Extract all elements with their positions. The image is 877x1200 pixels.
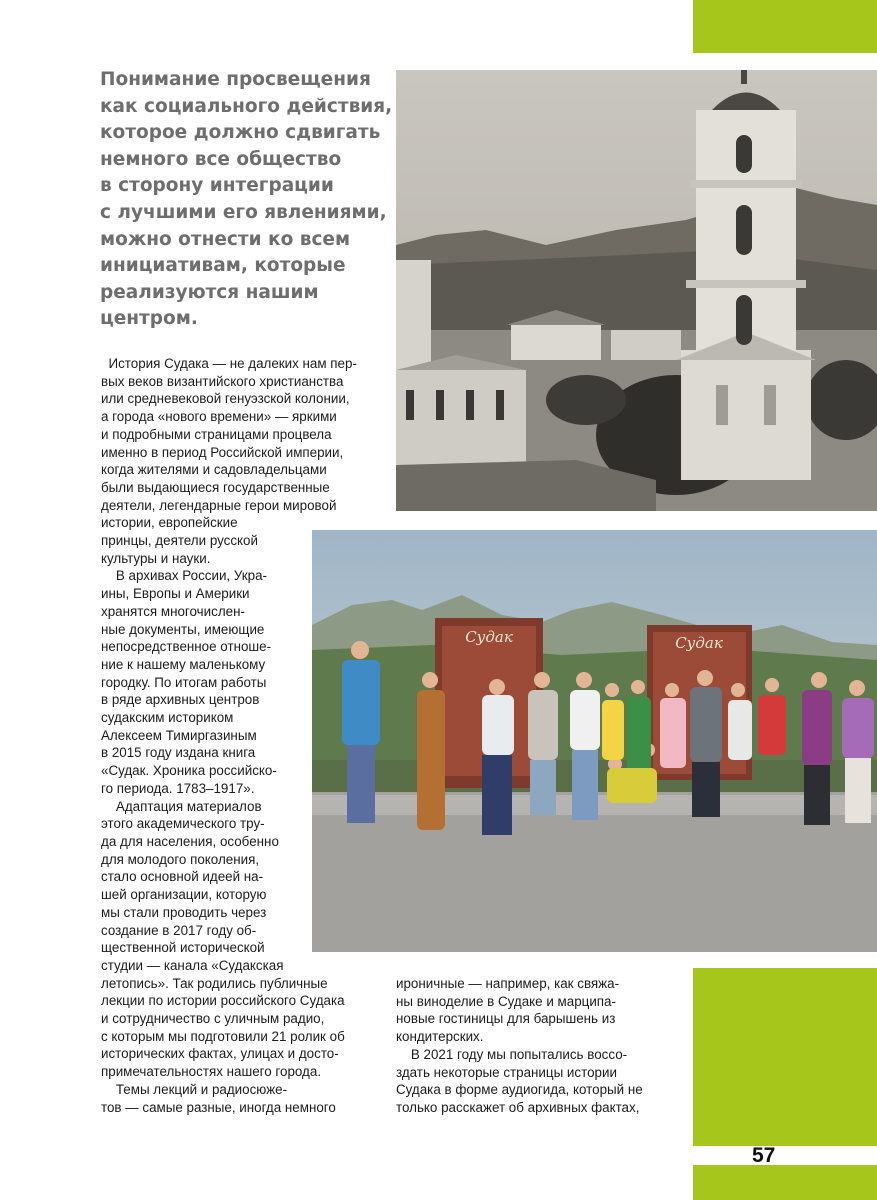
text-line: были выдающиеся государственные	[101, 479, 330, 495]
text-line: исторических фактах, улицах и досто-	[101, 1046, 339, 1062]
text-line: мы стали проводить через	[101, 904, 267, 920]
text-line: городку. По итогам работы	[101, 674, 267, 690]
text-line: ны виноделие в Судаке и марципа-	[396, 993, 616, 1009]
pull-quote-line: центром.	[100, 308, 198, 330]
text-line: непосредственное отноше-	[101, 639, 272, 655]
text-line: вых веков византийского христианства	[101, 373, 344, 389]
text-line: В 2021 году мы попытались воссо-	[396, 1046, 628, 1062]
text-line: хранятся многочислен-	[101, 603, 245, 619]
text-line: принцы, деятели русской	[101, 533, 258, 549]
text-line: культуры и науки.	[101, 550, 211, 566]
text-line: стало основной идеей на-	[101, 869, 264, 885]
banner-right-title: Судак	[675, 634, 723, 652]
text-line: или средневековой генуэзской колонии,	[101, 391, 350, 407]
bottom-green-strip	[693, 1165, 877, 1200]
text-line: судакским историком	[101, 710, 234, 726]
pull-quote-line: инициативам, которые	[100, 255, 346, 277]
text-line: когда жителями и садовладельцами	[101, 462, 327, 478]
text-line: деятели, легендарные герои мировой	[101, 497, 337, 513]
text-line: ние к нашему маленькому	[101, 656, 266, 672]
text-line: и сотрудничество с уличным радио,	[101, 1011, 325, 1027]
text-line: ные документы, имеющие	[101, 621, 265, 637]
text-line: шей организации, которую	[101, 887, 267, 903]
text-line: ироничные — например, как свяжа-	[396, 976, 620, 991]
text-line: Судака в форме аудиогида, который не	[396, 1082, 643, 1098]
text-line: студии — канала «Судакская	[101, 957, 284, 973]
text-line: этого академического тру-	[101, 816, 265, 832]
text-line: а города «нового времени» — яркими	[101, 409, 337, 425]
pull-quote-line: с лучшими его явлениями,	[100, 201, 387, 223]
text-line: для молодого поколения,	[101, 851, 260, 867]
text-line: примечательностях нашего города.	[101, 1064, 322, 1080]
pull-quote-line: в сторону интеграции	[100, 175, 334, 197]
right-text-column	[396, 975, 686, 1117]
text-line: лекции по истории российского Судака	[101, 993, 345, 1009]
text-line: Адаптация материалов	[101, 798, 262, 814]
left-text-column	[101, 355, 391, 1116]
text-line: Алексеем Тимиргазиным	[101, 727, 257, 743]
text-line: с которым мы подготовили 21 ролик об	[101, 1028, 345, 1044]
text-line: да для населения, особенно	[101, 833, 279, 849]
pull-quote-line: можно отнести ко всем	[100, 228, 351, 250]
text-line: создание в 2017 году об-	[101, 922, 257, 938]
pull-quote-line: которое должно сдвигать	[100, 122, 381, 144]
text-line: История Судака — не далеких нам пер-	[101, 356, 357, 371]
text-line: новые гостиницы для барышень из	[396, 1011, 616, 1027]
text-line: летопись». Так родились публичные	[101, 975, 328, 991]
text-line: только расскажет об архивных фактах,	[396, 1099, 640, 1115]
text-line: кондитерских.	[396, 1029, 484, 1045]
text-line: именно в период Российской империи,	[101, 444, 344, 460]
pull-quote-line: как социального действия,	[100, 95, 393, 117]
text-line: В архивах России, Укра-	[101, 568, 267, 584]
text-line: в ряде архивных центров	[101, 692, 260, 708]
text-line: и подробными страницами процвела	[101, 426, 332, 442]
historic-church-photo	[396, 70, 877, 511]
pull-quote-line: Понимание просвещения	[100, 69, 371, 90]
text-line: «Судак. Хроника российско-	[101, 763, 277, 779]
text-line: тов — самые разные, иногда немного	[101, 1099, 336, 1115]
text-line: го периода. 1783–1917».	[101, 780, 255, 796]
text-line: щественной исторической	[101, 940, 265, 956]
pull-quote-line: реализуются нашим	[100, 281, 319, 303]
text-line: в 2015 году издана книга	[101, 745, 256, 761]
banner-left-title: Судак	[465, 628, 513, 646]
text-line: Темы лекций и радиосюже-	[101, 1081, 288, 1097]
group-photo	[312, 530, 877, 952]
text-line: здать некоторые страницы истории	[396, 1064, 617, 1080]
text-line: истории, европейские	[101, 515, 238, 531]
pull-quote	[100, 67, 393, 333]
bottom-green-block	[693, 968, 877, 1146]
top-green-block	[693, 0, 877, 53]
text-line: ины, Европы и Америки	[101, 586, 250, 602]
page-number: 57	[752, 1144, 776, 1167]
pull-quote-line: немного все общество	[100, 148, 342, 170]
